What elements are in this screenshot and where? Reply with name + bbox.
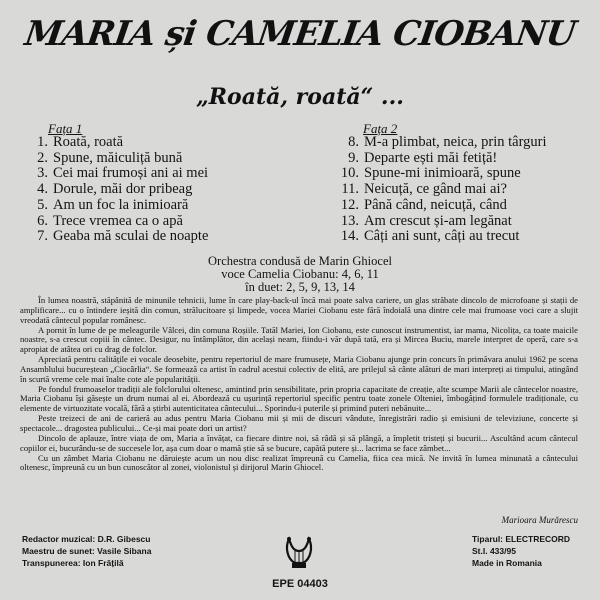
liner-notes: [20, 296, 578, 473]
track-title: Am crescut și-am legănat: [364, 212, 512, 229]
track-title: Spune, măiculiță bună: [53, 149, 183, 166]
track-item: [22, 182, 252, 198]
track-item: [333, 182, 583, 198]
track-title: Neicuță, ce gând mai ai?: [364, 181, 507, 198]
artist-title: MARIA și CAMELIA CIOBANU: [22, 14, 578, 54]
liner-paragraph: Apreciată pentru calitățile ei vocale deosebite, pentru repertoriul de mare frumusețe, Maria Ciobanu ajunge prin concurs în primăvara anului 1962 pe scena Ansamblului bucureștean „Ciocârlia“. Se formează ca artist în cadrul acestui colectiv de elită, are prilejul să cânte alături de mari interpreți ai timpului, atingând în scurtă vreme cele mai înalte cote ale popularității.: [20, 354, 578, 384]
liner-paragraph: A pornit în lume de pe meleagurile Vâlcei, din comuna Roșiile. Tatăl Mariei, Ion Ciobanu, este cunoscut instrumentist, iar mama, Nicolița, ca toate maicile noastre, s-a crescut copiii în cântec. Desigur, nu întâmplător, din același neam, fiindu-i văr după tată, era și Mircea Buciu, marele interpret de operă, care s-a apropiat de atâtea ori cu drag de folclor.: [20, 324, 578, 355]
liner-paragraph: Pe fondul frumoaselor tradiții ale folclorului oltenesc, amintind prin sensibilitate, prin propria capacitate de creație, alte scumpe Marii ale cântecelor noastre, Maria Ciobanu își găsește un drum numai al ei. Abordează cu ușurință repertoriul specific pentru toate zonele Olteniei, îmbogățind formulele tradiționale, cu elemente de virtuozitate vocală, fără a știrbi autenticitatea cântecului... Sporindu-i puterile și primind puteri nebănuite...: [20, 383, 578, 414]
track-item: [22, 214, 252, 230]
track-number: 4.: [37, 181, 48, 198]
track-number: 2.: [37, 149, 48, 166]
track-item: [333, 151, 583, 167]
liner-paragraph: Dincolo de aplauze, între viața de om, Maria a învățat, ca fiecare dintre noi, să râdă și să plângă, a împletit tristeți și bucurii... Ascultând acum cântecul copiilor ei, bucurându-se de succesele lor, așa cum doar o mamă știe să se bucure, capătă putere și... lacrima se face zâmbet...: [20, 432, 578, 453]
track-title: Câți ani sunt, câți au trecut: [364, 228, 520, 245]
track-item: [22, 229, 252, 245]
side-2-tracklist: [333, 135, 583, 245]
track-number: 11.: [341, 181, 359, 198]
track-item: [22, 135, 252, 151]
track-number: 13.: [340, 212, 359, 229]
track-item: [22, 166, 252, 182]
track-title: Departe ești măi fetiță!: [364, 149, 498, 166]
track-number: 12.: [340, 196, 359, 213]
credit-line: Transpunerea: Ion Frățilă: [22, 558, 124, 568]
track-item: [333, 135, 583, 151]
liner-paragraph: Cu un zâmbet Maria Ciobanu ne dăruiește acum un nou disc realizat împreună cu Camelia, fiica cea mică. Ne invită în lumea minunată a cântecului oltenesc, împreună cu un bun cunoscător al zonei, violonistul și dirijorul Marin Ghiocel.: [20, 452, 578, 473]
print-line: Tiparul: ELECTRECORD: [472, 534, 571, 544]
print-line: Made in Romania: [472, 558, 542, 568]
track-number: 7.: [37, 228, 48, 245]
track-title: Dorule, măi dor pribeag: [53, 181, 193, 198]
track-number: 1.: [37, 134, 48, 150]
track-title: Spune-mi inimioară, spune: [364, 165, 521, 182]
printing-info: [472, 533, 570, 569]
track-number: 3.: [37, 165, 48, 182]
track-number: 8.: [348, 134, 359, 150]
liner-paragraph: Peste treizeci de ani de carieră au adus pentru Maria Ciobanu mii și mii de discuri vândute, înregistrări radio și emisiuni de televiziune, concerte și spectacole... dragostea publicului... Ce-și mai poate dori un artist?: [20, 413, 578, 433]
liner-paragraph: În lumea noastră, stăpânită de minunile tehnicii, lume în care play-back-ul încă mai poate salva cariere, un glas străbate dincolo de microfoane și stații de amplificare... cu o întindere ieșită din comun, strălucitoare și limpede, vocea Mariei Ciobanu este fără îndoială una dintre cele mai frumoase voci care a slujit vreodată cântecul popular românesc.: [20, 295, 578, 325]
track-item: [22, 151, 252, 167]
catalog-number: EPE 04403: [272, 578, 328, 590]
track-title: M-a plimbat, neica, prin târguri: [364, 134, 547, 150]
track-number: 9.: [348, 149, 359, 166]
track-title: Până când, neicuță, când: [364, 196, 507, 213]
duet-credit: în duet: 2, 5, 9, 13, 14: [245, 280, 355, 294]
credit-line: Redactor muzical: D.R. Gibescu: [22, 534, 151, 544]
liner-signature: Marioara Murărescu: [501, 515, 578, 525]
orchestra-credit: Orchestra condusă de Marin Ghiocel: [208, 254, 392, 268]
track-item: [22, 198, 252, 214]
side-1-label: Fața 1: [48, 121, 83, 136]
lyre-icon: [283, 535, 315, 571]
track-number: 5.: [37, 196, 48, 213]
track-item: [333, 166, 583, 182]
track-item: [333, 229, 583, 245]
track-title: Roată, roată: [53, 134, 124, 150]
print-line: St.I. 433/95: [472, 546, 516, 556]
side-2-label: Fața 2: [363, 121, 398, 136]
track-number: 10.: [340, 165, 359, 182]
track-number: 14.: [340, 228, 359, 245]
album-title: „Roată, roată“ ...: [196, 84, 404, 110]
side-1-tracklist: [22, 135, 252, 245]
credit-line: Maestru de sunet: Vasile Sibana: [22, 546, 152, 556]
voice-credit: voce Camelia Ciobanu: 4, 6, 11: [221, 267, 379, 281]
track-number: 6.: [37, 212, 48, 229]
track-item: [333, 214, 583, 230]
track-title: Am un foc la inimioară: [53, 196, 189, 213]
production-credits: [22, 533, 151, 569]
track-title: Geaba mă sculai de noapte: [53, 228, 209, 245]
track-item: [333, 198, 583, 214]
track-title: Trece vremea ca o apă: [53, 212, 183, 229]
track-title: Cei mai frumoși ani ai mei: [53, 165, 209, 182]
